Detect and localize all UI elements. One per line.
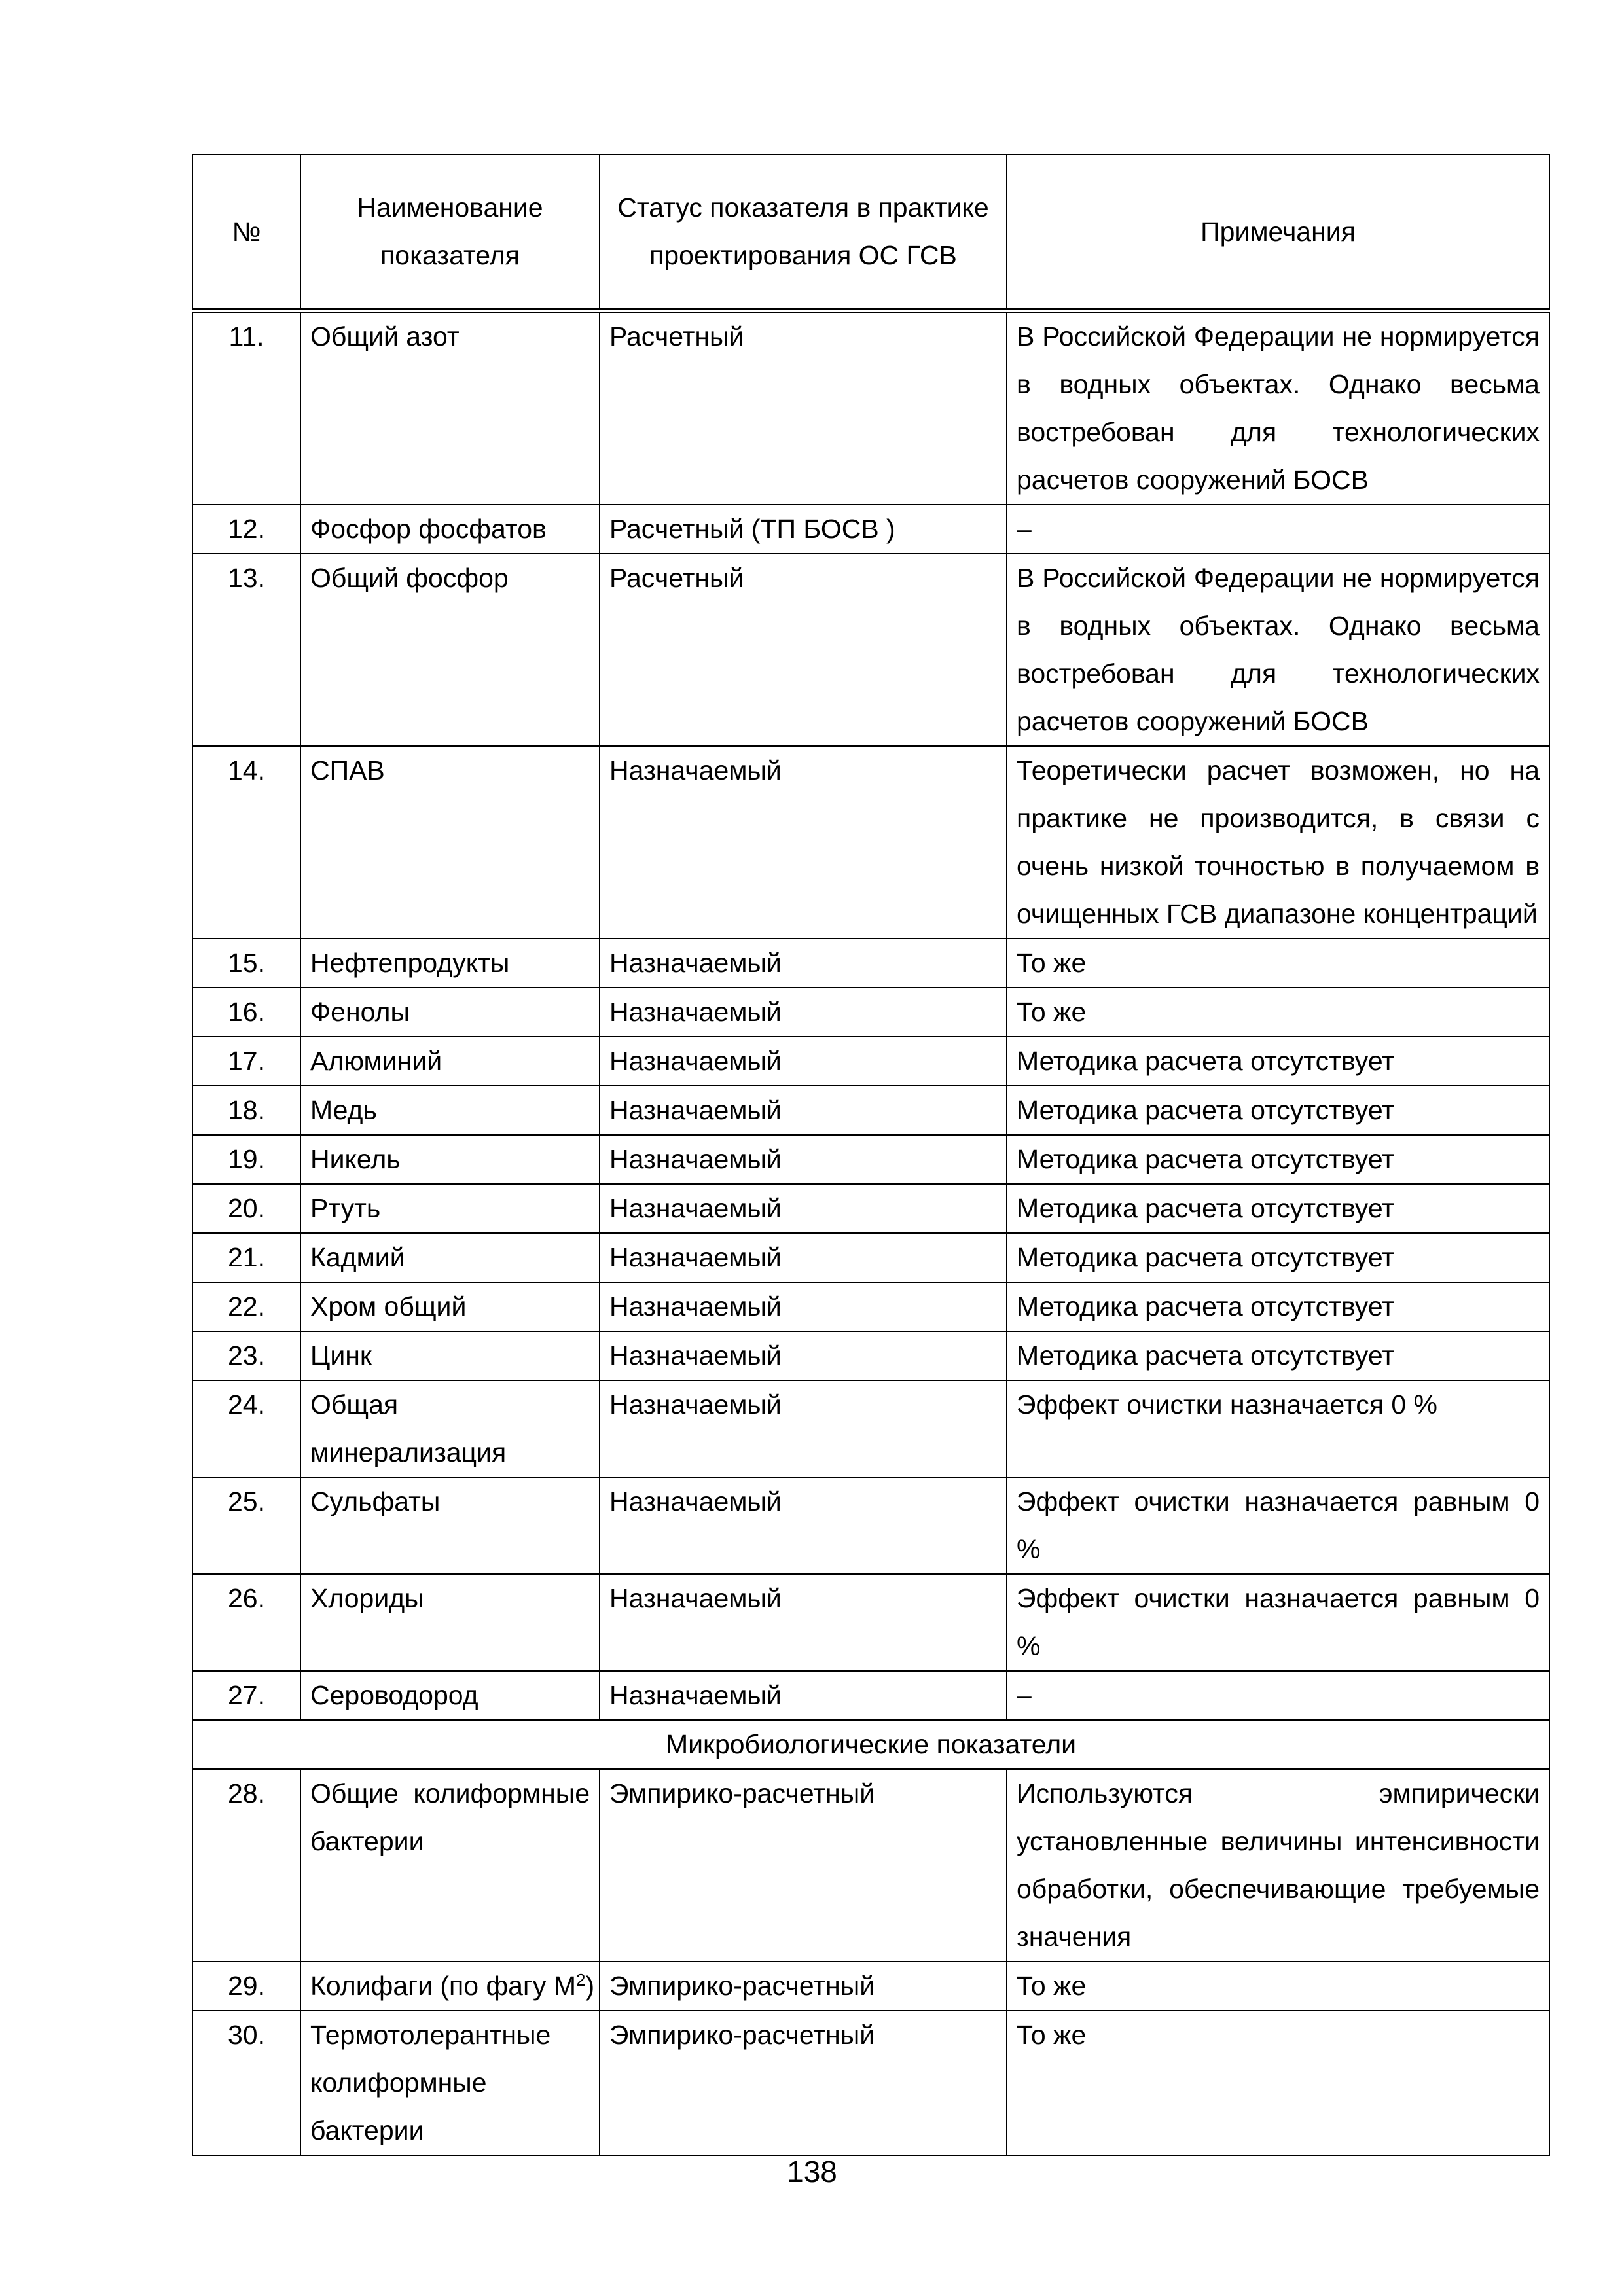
row-name: Фосфор фосфатов xyxy=(300,505,600,554)
row-number: 12. xyxy=(192,505,300,554)
row-name: Никель xyxy=(300,1135,600,1184)
row-note: То же xyxy=(1007,2011,1549,2155)
row-status: Назначаемый xyxy=(600,1574,1007,1671)
row-note: То же xyxy=(1007,1962,1549,2011)
table-row xyxy=(192,311,1549,505)
row-number: 19. xyxy=(192,1135,300,1184)
row-note: Методика расчета отсутствует xyxy=(1007,1037,1549,1086)
row-number: 11. xyxy=(192,311,300,505)
header-name xyxy=(300,154,600,311)
row-note: Методика расчета отсутствует xyxy=(1007,1331,1549,1380)
row-number: 22. xyxy=(192,1282,300,1331)
row-number: 18. xyxy=(192,1086,300,1135)
row-status: Назначаемый xyxy=(600,1233,1007,1282)
row-name: Медь xyxy=(300,1086,600,1135)
row-status: Назначаемый xyxy=(600,1184,1007,1233)
row-number: 17. xyxy=(192,1037,300,1086)
row-number: 25. xyxy=(192,1477,300,1574)
row-name: Общий азот xyxy=(300,311,600,505)
table-row xyxy=(192,554,1549,746)
row-status: Расчетный xyxy=(600,554,1007,746)
row-name: Общие колиформные бактерии xyxy=(300,1769,600,1962)
row-number: 24. xyxy=(192,1380,300,1477)
table-row xyxy=(192,1282,1549,1331)
row-status: Назначаемый xyxy=(600,1282,1007,1331)
table-row xyxy=(192,1380,1549,1477)
table-row xyxy=(192,1135,1549,1184)
table-row xyxy=(192,1086,1549,1135)
row-name: Ртуть xyxy=(300,1184,600,1233)
row-name: Фенолы xyxy=(300,988,600,1037)
page-number: 138 xyxy=(787,2155,837,2189)
row-note: – xyxy=(1007,1671,1549,1720)
row-name: Алюминий xyxy=(300,1037,600,1086)
row-note: – xyxy=(1007,505,1549,554)
row-status: Назначаемый xyxy=(600,1135,1007,1184)
row-name: Нефтепродукты xyxy=(300,939,600,988)
row-status: Назначаемый xyxy=(600,1037,1007,1086)
table-row xyxy=(192,1574,1549,1671)
row-name: Термотолерантные колиформные бактерии xyxy=(300,2011,600,2155)
row-status: Назначаемый xyxy=(600,1671,1007,1720)
row-number: 23. xyxy=(192,1331,300,1380)
row-name: Хром общий xyxy=(300,1282,600,1331)
row-status: Назначаемый xyxy=(600,1477,1007,1574)
row-name xyxy=(300,1962,600,2011)
row-status: Назначаемый xyxy=(600,939,1007,988)
table-row xyxy=(192,2011,1549,2155)
table-row xyxy=(192,1671,1549,1720)
header-notes: Примечания xyxy=(1007,154,1549,311)
row-note: Эффект очистки назначается равным 0 % xyxy=(1007,1574,1549,1671)
row-status: Расчетный xyxy=(600,311,1007,505)
table-row xyxy=(192,1962,1549,2011)
row-number: 28. xyxy=(192,1769,300,1962)
row-note: Методика расчета отсутствует xyxy=(1007,1135,1549,1184)
row-status: Эмпирико-расчетный xyxy=(600,1962,1007,2011)
superscript: 2 xyxy=(575,1970,586,1990)
table-row xyxy=(192,988,1549,1037)
row-number: 20. xyxy=(192,1184,300,1233)
row-note: Эффект очистки назначается равным 0 % xyxy=(1007,1477,1549,1574)
row-name-text: Колифаги (по фагу М xyxy=(310,1971,576,2001)
row-name: Сульфаты xyxy=(300,1477,600,1574)
row-name: Кадмий xyxy=(300,1233,600,1282)
row-status: Назначаемый xyxy=(600,1380,1007,1477)
row-number: 29. xyxy=(192,1962,300,2011)
indicators-table xyxy=(192,154,1550,2156)
row-number: 27. xyxy=(192,1671,300,1720)
row-name: Хлориды xyxy=(300,1574,600,1671)
header-name-text: Наименование показателя xyxy=(357,192,543,270)
row-number: 21. xyxy=(192,1233,300,1282)
row-name: Общий фосфор xyxy=(300,554,600,746)
header-status xyxy=(600,154,1007,311)
row-note: Методика расчета отсутствует xyxy=(1007,1184,1549,1233)
row-number: 16. xyxy=(192,988,300,1037)
row-name: Общая минерализация xyxy=(300,1380,600,1477)
table-row xyxy=(192,1184,1549,1233)
row-status: Назначаемый xyxy=(600,988,1007,1037)
row-status: Эмпирико-расчетный xyxy=(600,1769,1007,1962)
row-number: 14. xyxy=(192,746,300,939)
table-row xyxy=(192,1331,1549,1380)
row-status: Назначаемый xyxy=(600,1331,1007,1380)
table-row xyxy=(192,1477,1549,1574)
row-note: Используются эмпирически установленные величины интенсивности обработки, обеспечивающие требуемые значения xyxy=(1007,1769,1549,1962)
section-title: Микробиологические показатели xyxy=(192,1720,1549,1769)
row-note: Методика расчета отсутствует xyxy=(1007,1086,1549,1135)
row-note: То же xyxy=(1007,939,1549,988)
row-number: 15. xyxy=(192,939,300,988)
row-note: Эффект очистки назначается 0 % xyxy=(1007,1380,1549,1477)
table-row xyxy=(192,505,1549,554)
row-number: 26. xyxy=(192,1574,300,1671)
row-status: Расчетный (ТП БОСВ ) xyxy=(600,505,1007,554)
row-number: 30. xyxy=(192,2011,300,2155)
row-status: Назначаемый xyxy=(600,746,1007,939)
table-row xyxy=(192,1233,1549,1282)
header-status-text: Статус показателя в практике проектирования ОС ГСВ xyxy=(617,192,989,270)
table-row xyxy=(192,1769,1549,1962)
row-name: СПАВ xyxy=(300,746,600,939)
row-note: То же xyxy=(1007,988,1549,1037)
table-row xyxy=(192,939,1549,988)
row-note: В Российской Федерации не нормируется в водных объектах. Однако весьма востребован для технологических расчетов сооружений БОСВ xyxy=(1007,554,1549,746)
row-name: Цинк xyxy=(300,1331,600,1380)
row-status: Назначаемый xyxy=(600,1086,1007,1135)
table-row xyxy=(192,1037,1549,1086)
row-name: Сероводород xyxy=(300,1671,600,1720)
table-header-row xyxy=(192,154,1549,311)
row-note: Методика расчета отсутствует xyxy=(1007,1282,1549,1331)
row-name-tail: ) xyxy=(585,1971,595,2001)
row-note: Методика расчета отсутствует xyxy=(1007,1233,1549,1282)
header-number: № xyxy=(192,154,300,311)
section-row xyxy=(192,1720,1549,1769)
row-number: 13. xyxy=(192,554,300,746)
table-row xyxy=(192,746,1549,939)
row-note: Теоретически расчет возможен, но на практике не производится, в связи с очень низкой точностью в получаемом в очищенных ГСВ диапазоне концентраций xyxy=(1007,746,1549,939)
row-status: Эмпирико-расчетный xyxy=(600,2011,1007,2155)
row-note: В Российской Федерации не нормируется в водных объектах. Однако весьма востребован для технологических расчетов сооружений БОСВ xyxy=(1007,311,1549,505)
